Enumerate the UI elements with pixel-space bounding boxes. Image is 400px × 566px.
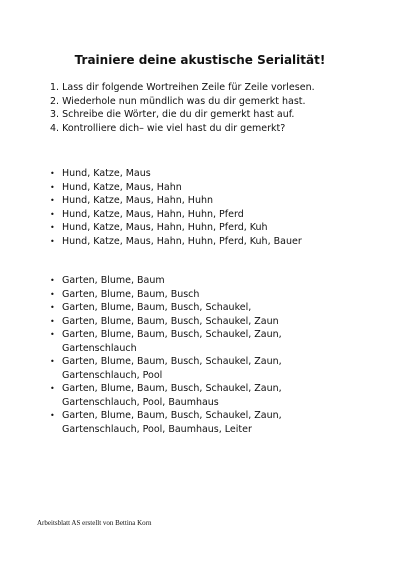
- list-item: [50, 409, 282, 436]
- bullet-icon: •: [50, 169, 55, 178]
- instruction-item: 4. Kontrolliere dich– wie viel hast du dir gemerkt?: [50, 122, 286, 134]
- bullet-icon: •: [50, 411, 55, 420]
- list-item-continuation: Gartenschlauch: [62, 342, 137, 354]
- list-item-text: Hund, Katze, Maus, Hahn, Huhn, Pferd: [62, 208, 244, 220]
- bullet-icon: •: [50, 223, 55, 232]
- list-item-text: Garten, Blume, Baum, Busch, Schaukel, Zaun,: [62, 329, 282, 340]
- list-item-text: Garten, Blume, Baum, Busch, Schaukel,: [62, 302, 252, 313]
- bullet-icon: •: [50, 316, 55, 326]
- garden-word-list: [50, 274, 282, 436]
- bullet-icon: •: [50, 289, 55, 299]
- bullet-icon: •: [50, 303, 55, 312]
- list-item: [50, 288, 282, 302]
- list-item-continuation: Gartenschlauch, Pool, Baumhaus: [62, 396, 219, 408]
- instruction-list: [50, 81, 315, 135]
- list-item-text: Hund, Katze, Maus, Hahn, Huhn, Pferd, Kuh, Bauer: [62, 235, 302, 247]
- bullet-icon: •: [50, 196, 55, 205]
- bullet-icon: •: [50, 384, 55, 393]
- list-item: [50, 221, 302, 235]
- bullet-icon: •: [50, 182, 55, 192]
- instruction-item: 2. Wiederhole nun mündlich was du dir gemerkt hast.: [50, 95, 306, 107]
- bullet-icon: •: [50, 276, 55, 285]
- list-item: [50, 194, 302, 208]
- bullet-icon: •: [50, 236, 55, 246]
- list-item: [50, 208, 302, 222]
- list-item-text: Garten, Blume, Baum, Busch, Schaukel, Zaun,: [62, 356, 282, 367]
- list-item: [50, 274, 282, 288]
- list-item-text: Garten, Blume, Baum, Busch, Schaukel, Zaun: [62, 315, 279, 327]
- list-item: [50, 301, 282, 315]
- list-item: [50, 235, 302, 249]
- list-item-continuation: Gartenschlauch, Pool: [62, 369, 163, 381]
- list-item-text: Garten, Blume, Baum, Busch, Schaukel, Zaun,: [62, 383, 282, 394]
- list-item: [50, 382, 282, 409]
- instruction-item: 3. Schreibe die Wörter, die du dir gemerkt hast auf.: [50, 109, 295, 120]
- bullet-icon: •: [50, 330, 55, 339]
- list-item-text: Garten, Blume, Baum, Busch: [62, 288, 200, 300]
- list-item-text: Hund, Katze, Maus: [62, 168, 151, 179]
- animal-word-list: [50, 167, 302, 248]
- footer-credit: Arbeitsblatt AS erstellt von Bettina Korn: [37, 519, 152, 527]
- list-item: [50, 315, 282, 329]
- bullet-icon: •: [50, 357, 55, 366]
- list-item: [50, 167, 302, 181]
- instruction-item: 1. Lass dir folgende Wortreihen Zeile für Zeile vorlesen.: [50, 82, 315, 93]
- list-item-continuation: Gartenschlauch, Pool, Baumhaus, Leiter: [62, 423, 252, 435]
- bullet-icon: •: [50, 209, 55, 219]
- list-item-text: Hund, Katze, Maus, Hahn: [62, 181, 182, 193]
- list-item-text: Garten, Blume, Baum: [62, 275, 165, 286]
- list-item-text: Garten, Blume, Baum, Busch, Schaukel, Zaun,: [62, 410, 282, 421]
- list-item: [50, 355, 282, 382]
- list-item-text: Hund, Katze, Maus, Hahn, Huhn, Pferd, Kuh: [62, 222, 268, 233]
- list-item-text: Hund, Katze, Maus, Hahn, Huhn: [62, 195, 214, 206]
- list-item: [50, 328, 282, 355]
- page-title: Trainiere deine akustische Serialität!: [74, 53, 326, 67]
- list-item: [50, 181, 302, 195]
